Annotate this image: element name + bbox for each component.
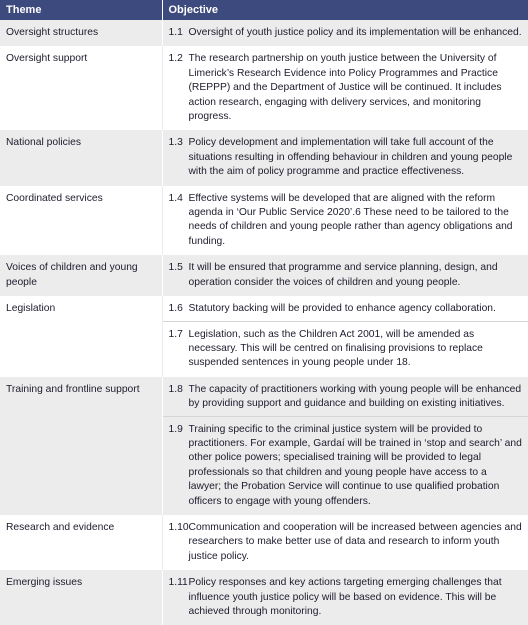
objective-number: 1.11	[169, 576, 189, 619]
objective-cell	[162, 186, 528, 256]
theme-cell: Research and evidence	[0, 515, 162, 570]
objective-text: Legislation, such as the Children Act 2001, will be amended as necessary. This will be centred on finalising provisions to replace suspended sentences in young people under 18.	[189, 328, 523, 371]
objective-item	[163, 296, 528, 316]
header-row	[0, 0, 528, 20]
objective-cell	[162, 515, 528, 570]
objective-text: Policy development and implementation will take full account of the situations resulting in offending behaviour in children and young people with the aim of policy programme and practice effectiveness.	[189, 136, 523, 179]
table-row	[0, 255, 528, 296]
table-row	[0, 46, 528, 130]
objective-text: Communication and cooperation will be increased between agencies and researchers to make better use of data and research to inform youth justice policy.	[189, 521, 522, 564]
objective-item	[163, 515, 528, 564]
theme-cell: Oversight structures	[0, 20, 162, 46]
objective-number: 1.6	[169, 302, 189, 316]
objective-text: Training specific to the criminal justice system will be provided to practitioners. For example, Gardaí will be trained in ‘stop and search’ and other police powers; specialised training will be provided to legal professionals so that children and young people have access to a lawyer; the Probation Service will continue to use qualified probation officers to engage with young offenders.	[189, 423, 523, 509]
objective-item	[163, 46, 528, 124]
objective-text: The capacity of practitioners working with young people will be enhanced by providing support and guidance and building on existing initiatives.	[189, 383, 523, 412]
theme-cell: Emerging issues	[0, 570, 162, 625]
objective-cell	[162, 130, 528, 185]
table-row	[0, 570, 528, 625]
table-row	[0, 20, 528, 46]
table-row	[0, 130, 528, 185]
objective-text: Effective systems will be developed that are aligned with the reform agenda in ‘Our Public Service 2020’.6 These need to be tailored to the needs of children and young people rather than agency obligations and funding.	[189, 192, 523, 250]
objective-text: Policy responses and key actions targeting emerging challenges that influence youth justice policy will be based on evidence. This will be achieved through monitoring.	[189, 576, 523, 619]
theme-cell: Coordinated services	[0, 186, 162, 256]
objective-number: 1.3	[169, 136, 189, 179]
table-row	[0, 186, 528, 256]
objective-cell	[162, 570, 528, 625]
row-spacer	[163, 619, 528, 625]
objective-item	[163, 570, 528, 619]
theme-cell: Oversight support	[0, 46, 162, 130]
objective-item	[163, 186, 528, 250]
objective-item	[163, 255, 528, 290]
table-row	[0, 515, 528, 570]
objective-number: 1.5	[169, 261, 189, 290]
objective-number: 1.7	[169, 328, 189, 371]
objective-cell	[162, 20, 528, 46]
theme-cell: Voices of children and young people	[0, 255, 162, 296]
objective-number: 1.8	[169, 383, 189, 412]
objective-item	[163, 20, 528, 40]
objective-item	[163, 377, 528, 412]
objective-cell	[162, 255, 528, 296]
objective-cell	[162, 46, 528, 130]
objective-item	[163, 130, 528, 179]
objective-number: 1.10	[169, 521, 189, 564]
objective-number: 1.9	[169, 423, 189, 509]
table-body	[0, 20, 528, 625]
theme-cell: Legislation	[0, 296, 162, 377]
objective-cell	[162, 296, 528, 377]
theme-cell: National policies	[0, 130, 162, 185]
theme-column-header: Theme	[0, 0, 162, 20]
objective-text: Statutory backing will be provided to enhance agency collaboration.	[189, 302, 523, 316]
objective-item	[163, 321, 528, 371]
objective-cell	[162, 377, 528, 515]
objective-number: 1.2	[169, 52, 189, 124]
objective-column-header: Objective	[162, 0, 528, 20]
objective-number: 1.4	[169, 192, 189, 250]
objective-number: 1.1	[169, 26, 189, 40]
objective-item	[163, 416, 528, 509]
table-row	[0, 377, 528, 515]
objective-text: It will be ensured that programme and service planning, design, and operation consider the voices of children and young people.	[189, 261, 523, 290]
table-row	[0, 296, 528, 377]
objective-text: Oversight of youth justice policy and its implementation will be enhanced.	[189, 26, 523, 40]
theme-cell: Training and frontline support	[0, 377, 162, 515]
objective-text: The research partnership on youth justice between the University of Limerick’s Research Evidence into Policy Programmes and Practice (REPPP) and the Department of Justice will be continued. It includes action research, engaging with delivery services, and monitoring progress.	[189, 52, 523, 124]
